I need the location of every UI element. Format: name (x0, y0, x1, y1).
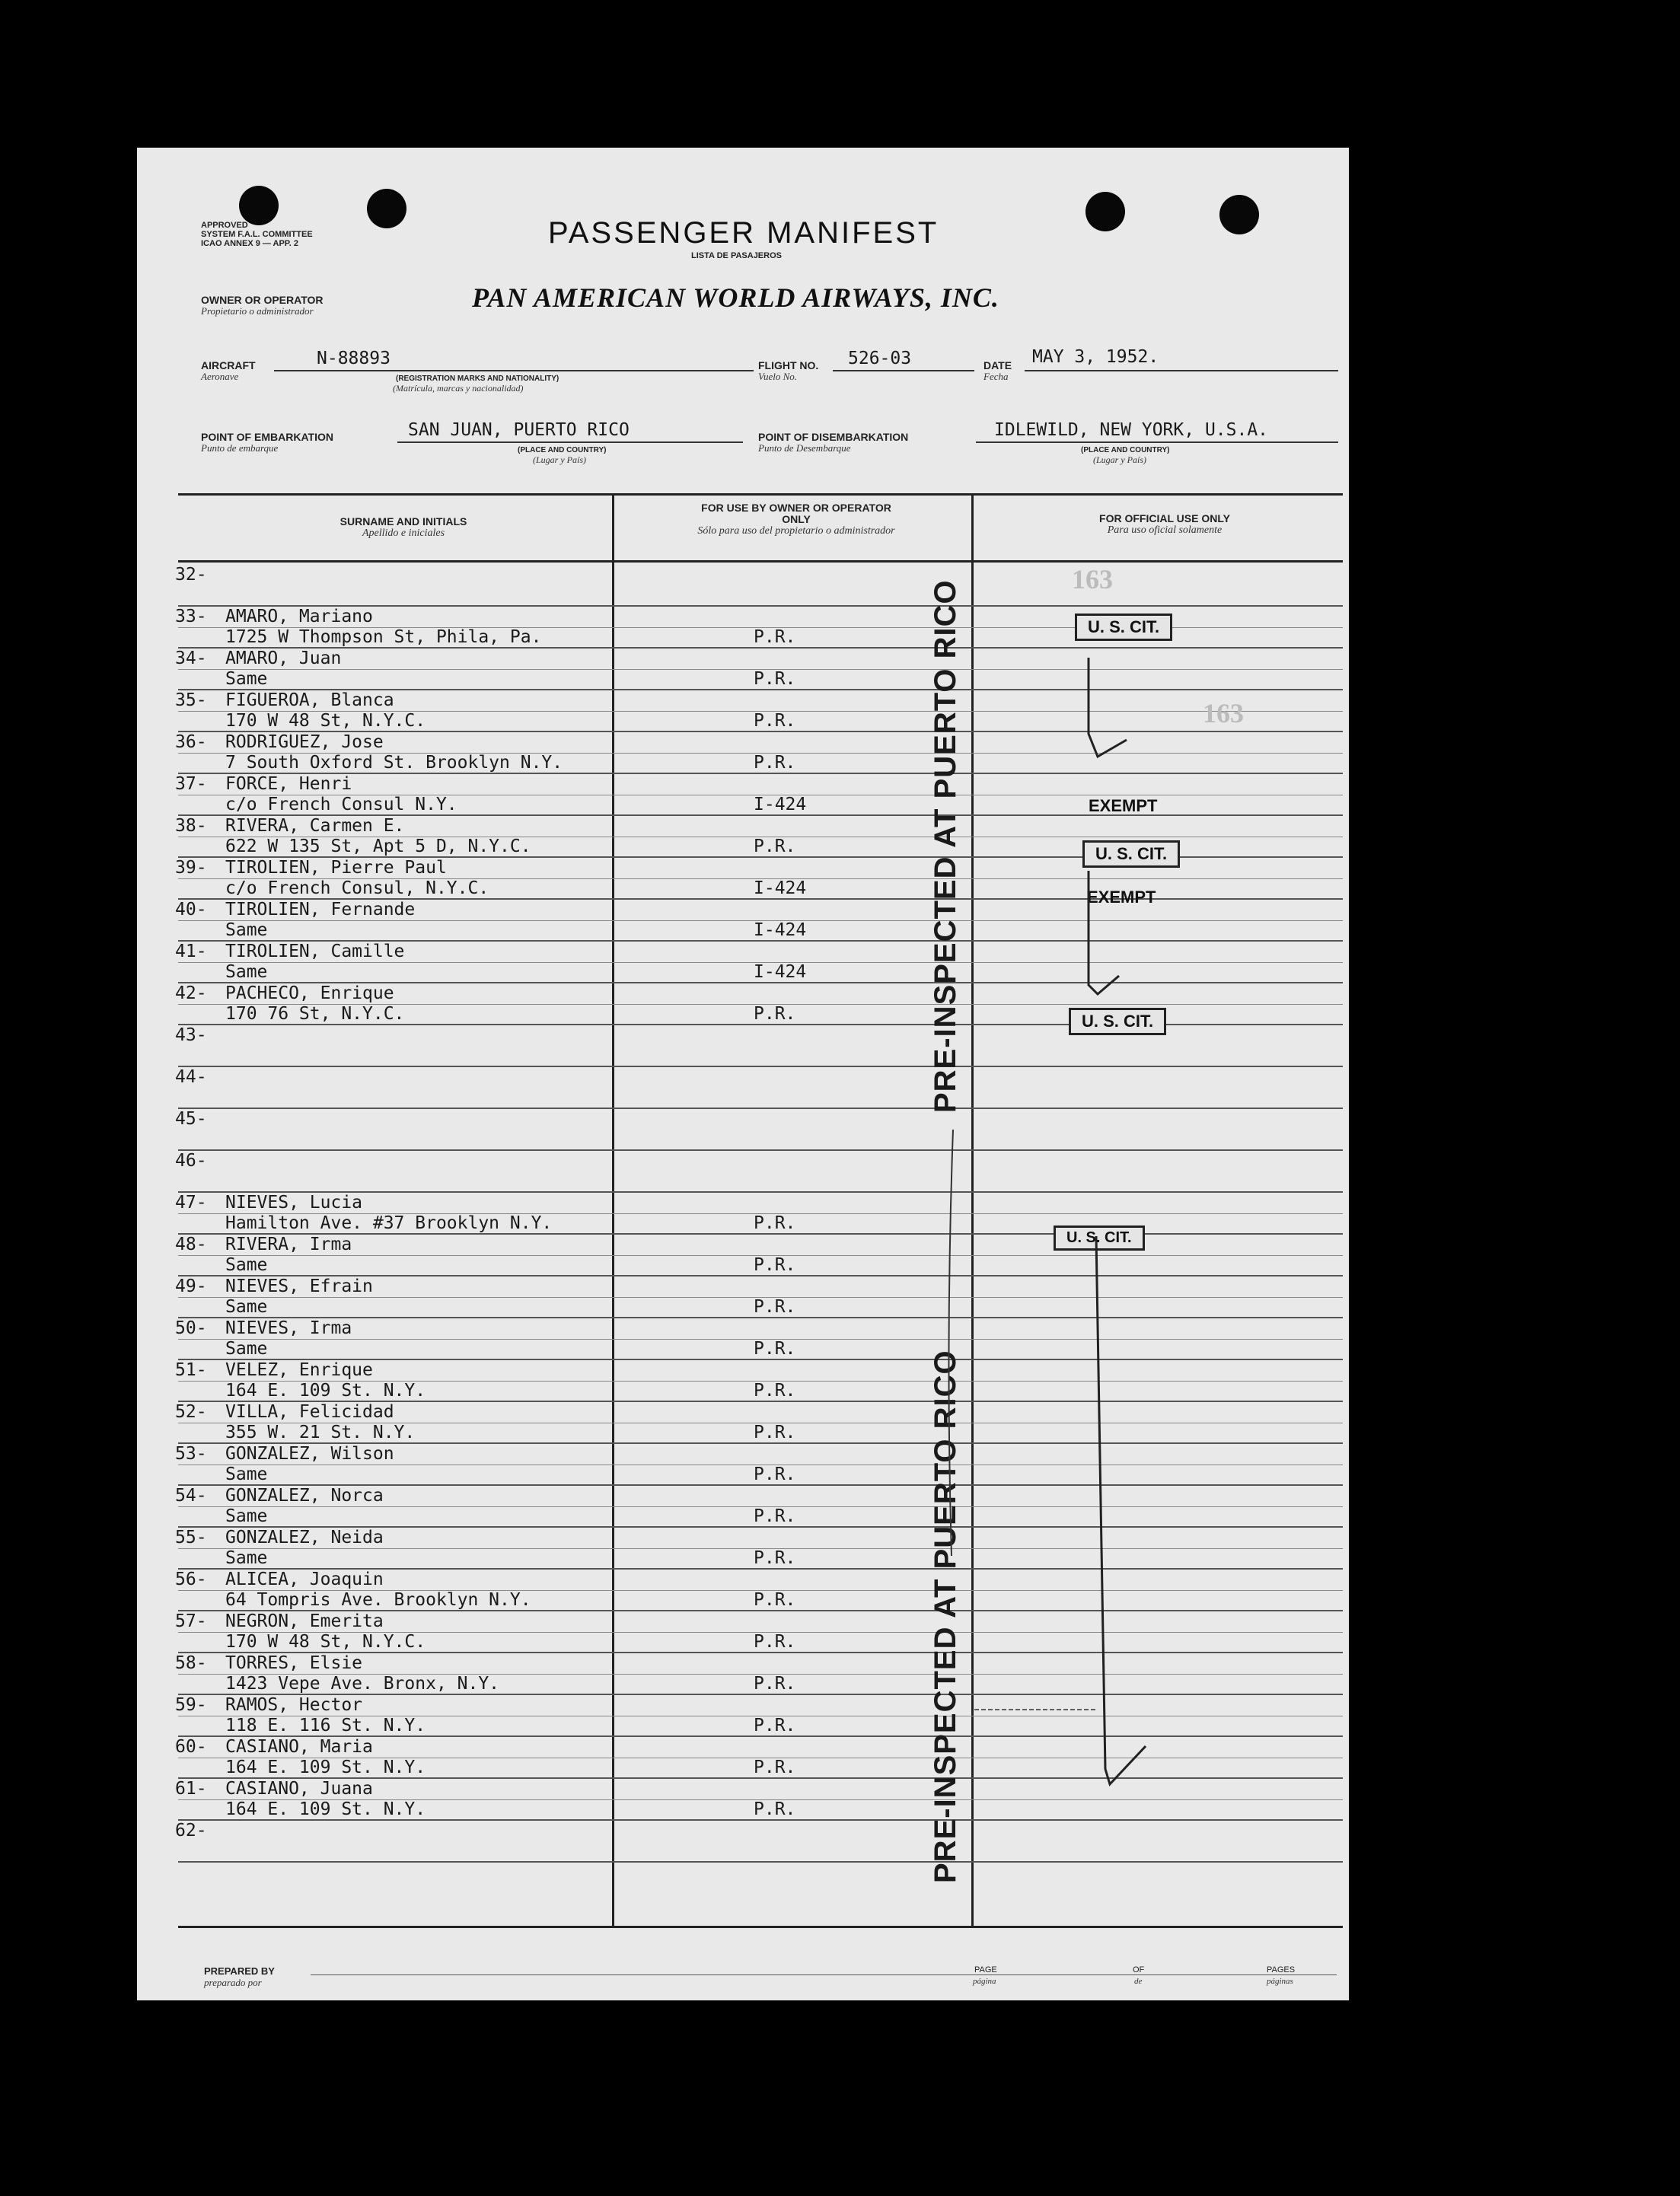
row-number: 44- (175, 1067, 207, 1087)
disembarkation-sub-es: (Lugar y País) (1093, 454, 1146, 465)
owner-use-code: P.R. (754, 1004, 796, 1024)
pages-label: PAGES (1267, 1965, 1296, 1974)
passenger-address: 1423 Vepe Ave. Bronx, N.Y. (225, 1674, 500, 1694)
passenger-address: 355 W. 21 St. N.Y. (225, 1423, 416, 1442)
row-number: 60- (175, 1737, 207, 1757)
owner-use-code: P.R. (754, 1465, 796, 1484)
row-number: 38- (175, 816, 207, 836)
row-number: 51- (175, 1360, 207, 1380)
punch-hole (239, 186, 279, 225)
row-number: 58- (175, 1653, 207, 1673)
passenger-name: NIEVES, Lucia (225, 1193, 363, 1213)
row-number: 48- (175, 1235, 207, 1254)
passenger-name: TORRES, Elsie (225, 1653, 363, 1673)
passenger-address: Same (225, 1255, 268, 1275)
owner-use-code: I-424 (754, 878, 807, 898)
aircraft-sub: (REGISTRATION MARKS AND NATIONALITY) (396, 374, 559, 383)
of-label: OF (1133, 1965, 1145, 1974)
row-number: 61- (175, 1779, 207, 1799)
row-number: 33- (175, 607, 207, 626)
passenger-name: FORCE, Henri (225, 774, 352, 794)
passenger-name: CASIANO, Maria (225, 1737, 373, 1757)
owner-use-code: P.R. (754, 711, 796, 731)
disembarkation-label: POINT OF DISEMBARKATION (758, 431, 909, 443)
aircraft-label-es: Aeronave (201, 371, 239, 382)
owner-use-code: P.R. (754, 1758, 796, 1777)
embarkation-value: SAN JUAN, PUERTO RICO (408, 420, 630, 440)
row-number: 46- (175, 1151, 207, 1171)
passenger-name: FIGUEROA, Blanca (225, 690, 394, 710)
owner-label: OWNER OR OPERATOR (201, 294, 324, 306)
passenger-address: 164 E. 109 St. N.Y. (225, 1381, 426, 1401)
owner-use-code: P.R. (754, 1716, 796, 1735)
embarkation-label: POINT OF EMBARKATION (201, 431, 333, 443)
punch-hole (367, 189, 406, 228)
approval-line: APPROVED (201, 221, 248, 230)
owner-use-code: P.R. (754, 837, 796, 856)
table-row (137, 565, 1349, 607)
col-header-official: FOR OFFICIAL USE ONLY Para uso oficial solamente (1099, 512, 1230, 536)
row-number: 42- (175, 983, 207, 1003)
owner-use-code: P.R. (754, 669, 796, 689)
owner-use-code: P.R. (754, 1339, 796, 1359)
passenger-name: TIROLIEN, Fernande (225, 900, 416, 920)
count-stamp: 163 (1203, 698, 1244, 728)
passenger-name: AMARO, Mariano (225, 607, 373, 626)
owner-use-code: P.R. (754, 1548, 796, 1568)
row-number: 49- (175, 1276, 207, 1296)
row-number: 55- (175, 1528, 207, 1547)
us-citizen-stamp: U. S. CIT. (1082, 840, 1180, 868)
approval-note (201, 221, 313, 248)
passenger-name: GONZALEZ, Neida (225, 1528, 384, 1547)
exempt-stamp: EXEMPT (1089, 796, 1158, 815)
pages-label-es: páginas (1267, 1977, 1293, 1986)
row-number: 41- (175, 942, 207, 961)
passenger-name: ALICEA, Joaquin (225, 1570, 384, 1589)
preinspected-stamp: PRE-INSPECTED AT PUERTO RICO (929, 1350, 962, 1883)
passenger-name: RODRIGUEZ, Jose (225, 732, 384, 752)
passenger-name: GONZALEZ, Wilson (225, 1444, 394, 1464)
embarkation-label-es: Punto de embarque (201, 442, 279, 454)
passenger-name: AMARO, Juan (225, 649, 342, 668)
row-number: 36- (175, 732, 207, 752)
passenger-address: Hamilton Ave. #37 Brooklyn N.Y. (225, 1213, 553, 1233)
row-number: 50- (175, 1318, 207, 1338)
row-number: 40- (175, 900, 207, 920)
passenger-address: 170 W 48 St, N.Y.C. (225, 711, 426, 731)
row-number: 47- (175, 1193, 207, 1213)
row-number: 32- (175, 565, 207, 585)
aircraft-sub-es: (Matrícula, marcas y nacionalidad) (393, 383, 524, 394)
owner-use-code: P.R. (754, 627, 796, 647)
passenger-name: NIEVES, Irma (225, 1318, 352, 1338)
punch-hole (1085, 192, 1125, 231)
disembarkation-sub: (PLACE AND COUNTRY) (1081, 446, 1170, 454)
passenger-address: Same (225, 669, 268, 689)
passenger-name: VILLA, Felicidad (225, 1402, 394, 1422)
owner-use-code: P.R. (754, 1297, 796, 1317)
passenger-name: RAMOS, Hector (225, 1695, 363, 1715)
passenger-name: PACHECO, Enrique (225, 983, 394, 1003)
owner-use-code: P.R. (754, 753, 796, 773)
passenger-address: c/o French Consul N.Y. (225, 795, 457, 814)
flight-label: FLIGHT NO. (758, 359, 819, 371)
row-number: 45- (175, 1109, 207, 1129)
passenger-name: TIROLIEN, Pierre Paul (225, 858, 447, 878)
passenger-address: Same (225, 1339, 268, 1359)
owner-use-code: P.R. (754, 1506, 796, 1526)
passenger-name: TIROLIEN, Camille (225, 942, 405, 961)
date-value: MAY 3, 1952. (1032, 347, 1159, 367)
col-header-surname: SURNAME AND INITIALS Apellido e iniciales (340, 515, 467, 539)
passenger-name: RIVERA, Irma (225, 1235, 352, 1254)
owner-use-code: P.R. (754, 1423, 796, 1442)
embarkation-sub-es: (Lugar y País) (533, 454, 586, 465)
us-citizen-stamp: U. S. CIT. (1075, 614, 1172, 641)
owner-use-code: P.R. (754, 1799, 796, 1819)
row-number: 54- (175, 1486, 207, 1506)
passenger-address: c/o French Consul, N.Y.C. (225, 878, 489, 898)
page-subtitle: LISTA DE PASAJEROS (691, 251, 782, 260)
passenger-address: 1725 W Thompson St, Phila, Pa. (225, 627, 542, 647)
row-number: 43- (175, 1025, 207, 1045)
passenger-address: 64 Tompris Ave. Brooklyn N.Y. (225, 1590, 531, 1610)
owner-use-code: I-424 (754, 920, 807, 940)
owner-use-code: I-424 (754, 795, 807, 814)
passenger-address: Same (225, 920, 268, 940)
row-number: 34- (175, 649, 207, 668)
owner-use-code: P.R. (754, 1213, 796, 1233)
passenger-address: 622 W 135 St, Apt 5 D, N.Y.C. (225, 837, 531, 856)
airline-name: PAN AMERICAN WORLD AIRWAYS, INC. (472, 282, 999, 313)
flight-value: 526-03 (848, 349, 912, 368)
us-citizen-stamp: U. S. CIT. (1054, 1225, 1145, 1251)
passenger-name: NIEVES, Efrain (225, 1276, 373, 1296)
approval-line: SYSTEM F.A.L. COMMITTEE (201, 230, 313, 239)
aircraft-label: AIRCRAFT (201, 359, 256, 371)
date-label-es: Fecha (983, 371, 1009, 382)
passenger-name: CASIANO, Juana (225, 1779, 373, 1799)
prepared-by-label: PREPARED BY (204, 1965, 275, 1977)
passenger-address: Same (225, 1548, 268, 1568)
owner-use-code: P.R. (754, 1674, 796, 1694)
passenger-address: 170 76 St, N.Y.C. (225, 1004, 405, 1024)
embarkation-sub: (PLACE AND COUNTRY) (518, 446, 607, 454)
row-number: 37- (175, 774, 207, 794)
page-title: PASSENGER MANIFEST (548, 216, 939, 250)
page-label: PAGE (974, 1965, 997, 1974)
manifest-sheet (137, 148, 1349, 2000)
page-label-es: página (973, 1977, 996, 1986)
row-number: 56- (175, 1570, 207, 1589)
owner-use-code: P.R. (754, 1381, 796, 1401)
aircraft-value: N-88893 (317, 349, 391, 368)
owner-use-code: P.R. (754, 1590, 796, 1610)
exempt-stamp: EXEMPT (1087, 888, 1156, 907)
passenger-address: 7 South Oxford St. Brooklyn N.Y. (225, 753, 563, 773)
passenger-address: Same (225, 1506, 268, 1526)
owner-use-code: P.R. (754, 1632, 796, 1652)
col-header-owner-use: FOR USE BY OWNER OR OPERATOR ONLY Sólo para uso del propietario o administrador (697, 502, 895, 537)
passenger-address: 118 E. 116 St. N.Y. (225, 1716, 426, 1735)
owner-use-code: P.R. (754, 1255, 796, 1275)
prepared-by-label-es: preparado por (204, 1977, 262, 1988)
stamp-connector-line (944, 1130, 959, 1556)
passenger-address: 164 E. 109 St. N.Y. (225, 1758, 426, 1777)
passenger-address: 170 W 48 St, N.Y.C. (225, 1632, 426, 1652)
passenger-address: Same (225, 1465, 268, 1484)
disembarkation-label-es: Punto de Desembarque (758, 442, 851, 454)
row-number: 39- (175, 858, 207, 878)
of-label-es: de (1134, 1977, 1143, 1986)
check-marks (974, 604, 1340, 2051)
row-number: 59- (175, 1695, 207, 1715)
count-stamp: 163 (1072, 564, 1113, 594)
punch-hole (1219, 195, 1259, 234)
passenger-address: 164 E. 109 St. N.Y. (225, 1799, 426, 1819)
date-label: DATE (983, 359, 1012, 371)
preinspected-stamp: PRE-INSPECTED AT PUERTO RICO (929, 579, 962, 1113)
passenger-name: VELEZ, Enrique (225, 1360, 373, 1380)
us-citizen-stamp: U. S. CIT. (1069, 1008, 1166, 1035)
row-number: 62- (175, 1821, 207, 1841)
disembarkation-value: IDLEWILD, NEW YORK, U.S.A. (994, 420, 1269, 440)
owner-label-es: Propietario o administrador (201, 305, 314, 317)
row-number: 53- (175, 1444, 207, 1464)
row-number: 35- (175, 690, 207, 710)
passenger-name: RIVERA, Carmen E. (225, 816, 405, 836)
row-number: 57- (175, 1611, 207, 1631)
passenger-name: NEGRON, Emerita (225, 1611, 384, 1631)
row-number: 52- (175, 1402, 207, 1422)
owner-use-code: I-424 (754, 962, 807, 982)
passenger-address: Same (225, 1297, 268, 1317)
approval-line: ICAO ANNEX 9 — APP. 2 (201, 239, 298, 248)
passenger-address: Same (225, 962, 268, 982)
flight-label-es: Vuelo No. (758, 371, 798, 382)
passenger-name: GONZALEZ, Norca (225, 1486, 384, 1506)
